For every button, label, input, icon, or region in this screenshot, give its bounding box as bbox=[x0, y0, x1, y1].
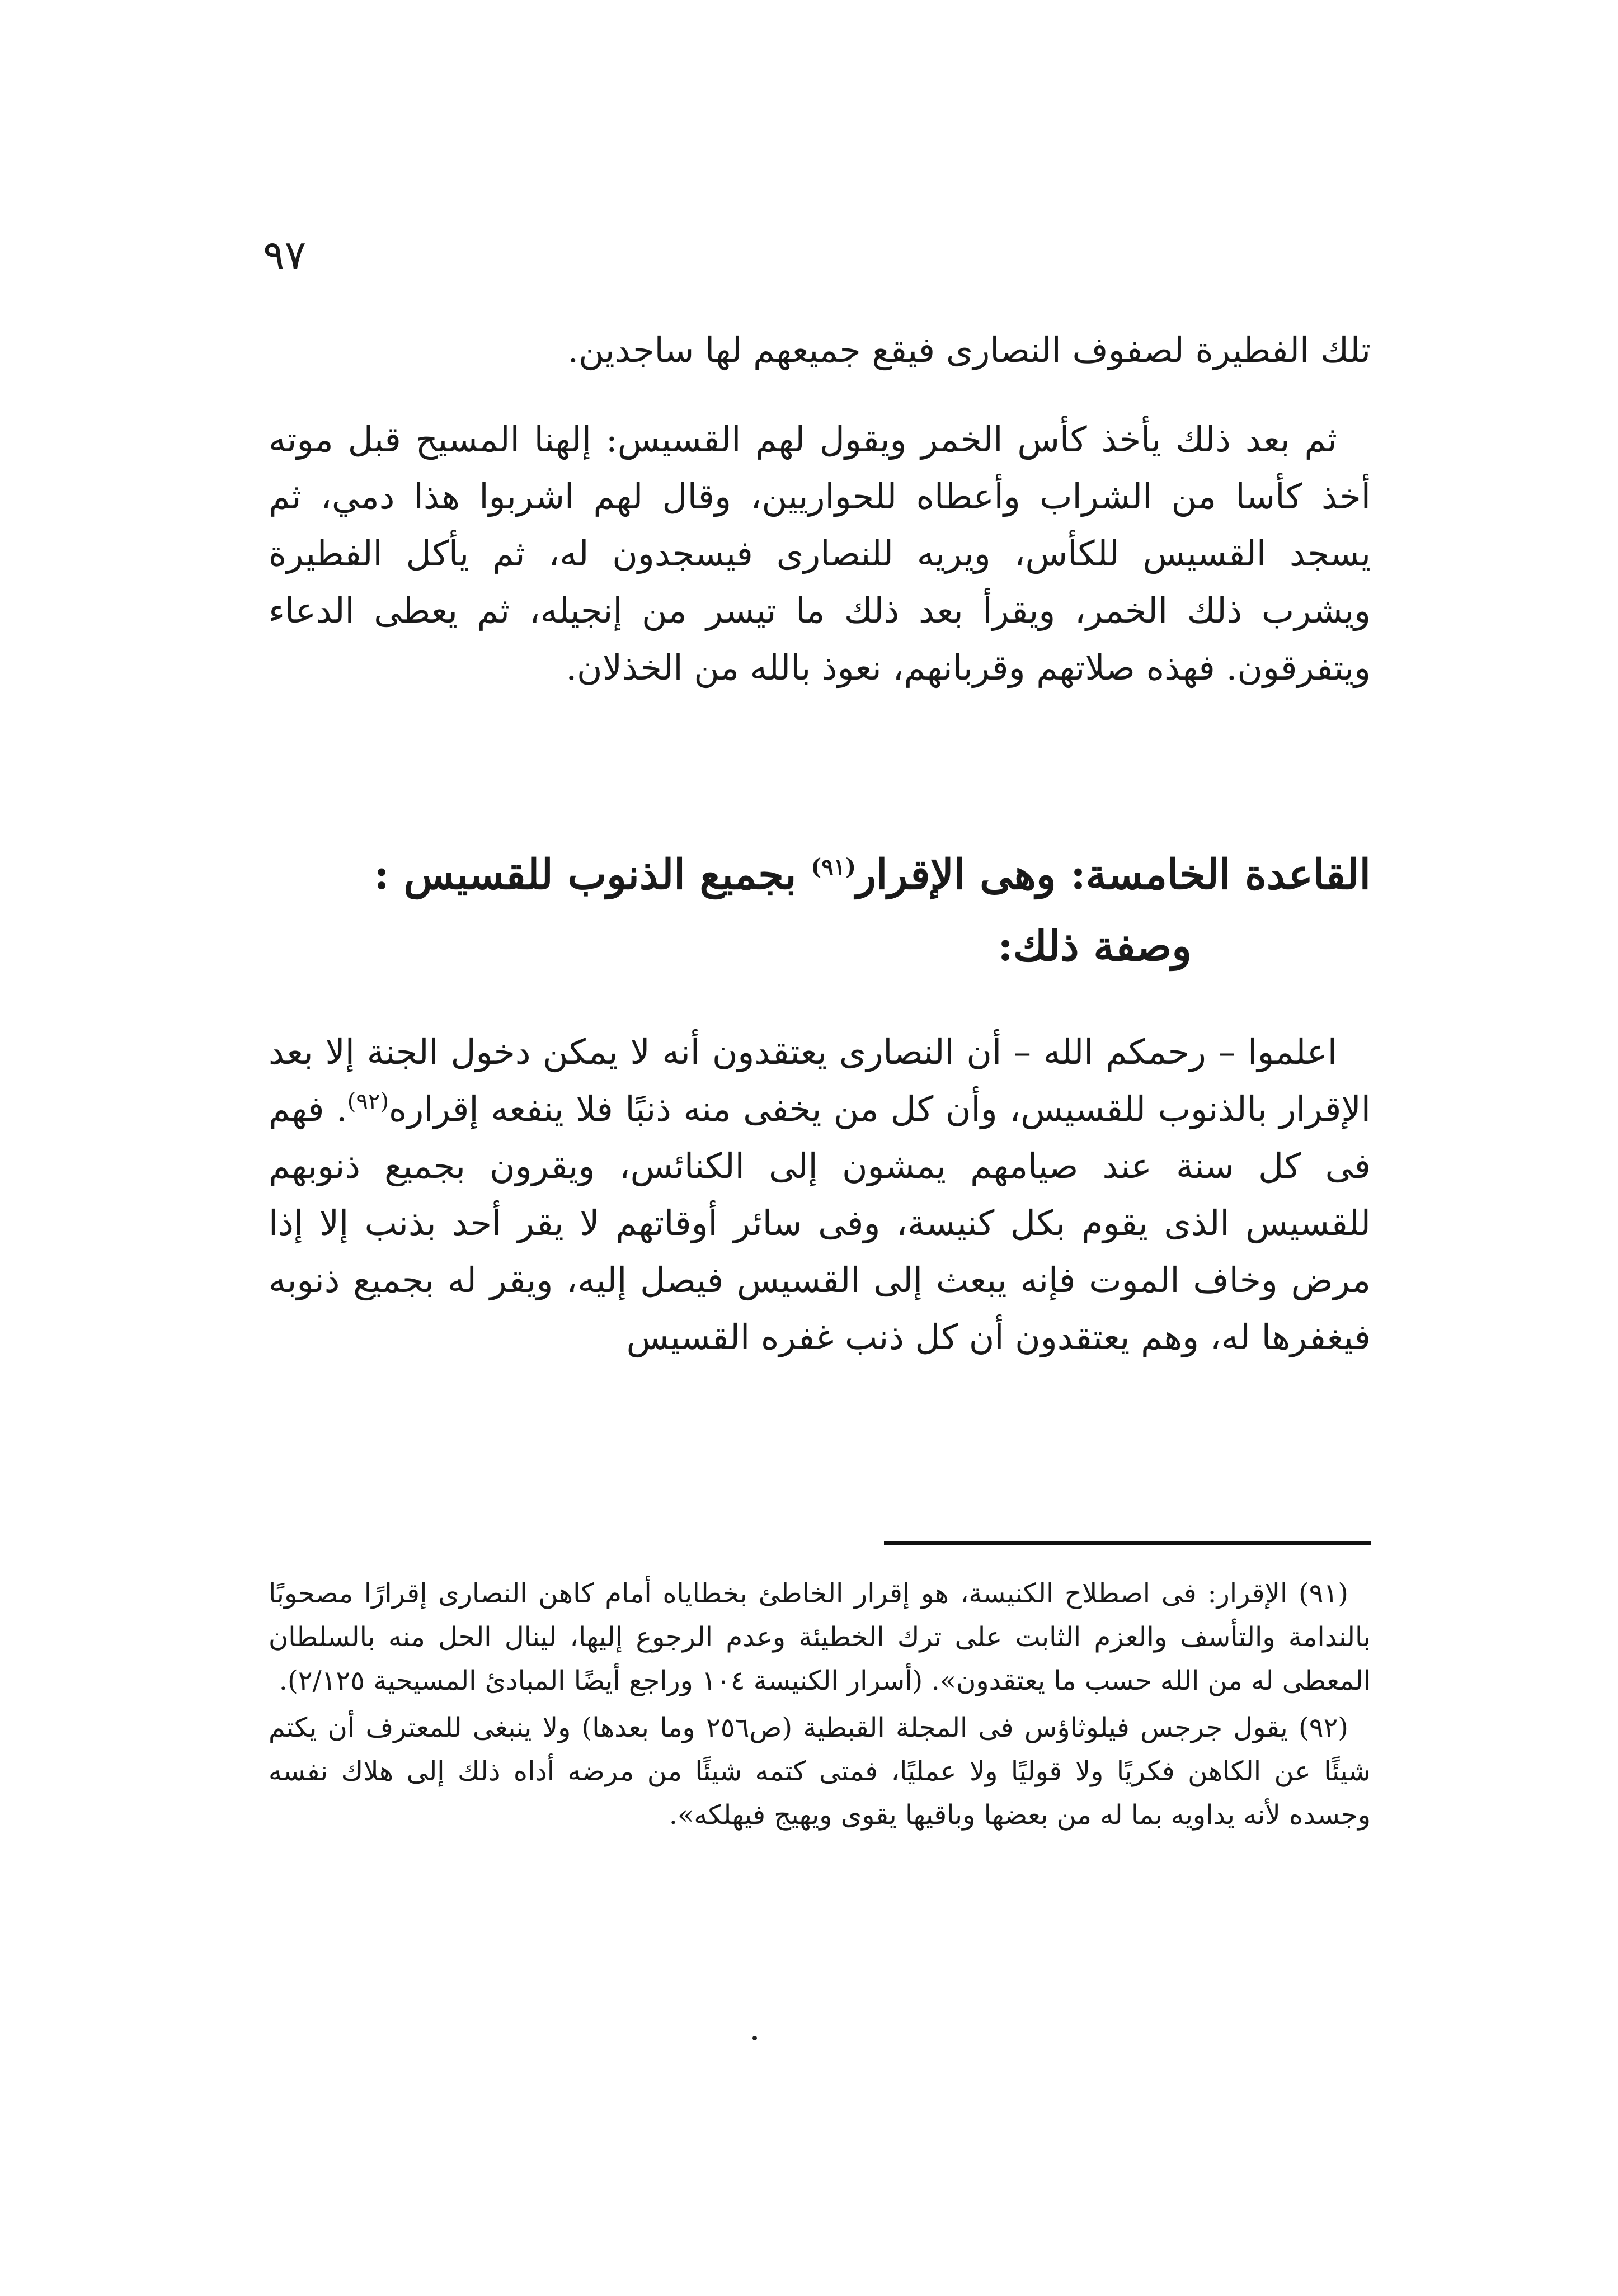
paragraph-confession bbox=[269, 1024, 1371, 1366]
rule-heading-title bbox=[374, 851, 1371, 899]
rule-heading-title-text: القاعدة الخامسة: وهى الإقرار bbox=[856, 851, 1371, 899]
paragraph-confession-part-2: . فهم فى كل سنة عند صيامهم يمشون إلى الكنائس، ويقرون بجميع ذنوبهم للقسيس الذى يقوم بكل كنيسة، وفى سائر أوقاتهم لا يقر أحد بذنب إلا إذا مرض وخاف الموت فإنه يبعث إلى القسيس فيصل إليه، ويقر له بجميع ذنوبه فيغفرها له، وهم يعتقدون أن كل ذنب غفره القسيس bbox=[269, 1088, 1371, 1357]
continuation-line: تلك الفطيرة لصفوف النصارى فيقع جميعهم لها ساجدين. bbox=[567, 329, 1371, 370]
rule-heading-subtitle: وصفة ذلك: bbox=[998, 922, 1192, 970]
footnote-92: (٩٢) يقول جرجس فيلوثاؤس فى المجلة القبطية (ص٢٥٦ وما بعدها) ولا ينبغى للمعترف أن يكتم شيئًا عن الكاهن فكريًا ولا قوليًا ولا عمليًا، فمتى كتمه شيئًا من مرضه أداه ذلك إلى هلاك نفسه وجسده لأنه يداويه بما له من بعضها وباقيها يقوى ويهيج فيهلكه». bbox=[269, 1712, 1371, 1831]
rule-heading bbox=[269, 839, 1371, 982]
footnote-91: (٩١) الإقرار: فى اصطلاح الكنيسة، هو إقرار الخاطئ بخطاياه أمام كاهن النصارى إقرارًا مصحوبًا بالندامة والتأسف والعزم الثابت على ترك الخطيئة وعدم الرجوع إليها، لينال الحل منه بالسلطان المعطى له من الله حسب ما يعتقدون». (أسرار الكنيسة ١٠٤ وراجع أيضًا المبادئ المسيحية ٢/١٢٥). bbox=[269, 1578, 1371, 1696]
footnote-divider bbox=[884, 1541, 1371, 1545]
paragraph-eucharist: ثم بعد ذلك يأخذ كأس الخمر ويقول لهم القسيس: إلهنا المسيح قبل موته أخذ كأسا من الشراب وأعطاه للحواريين، وقال لهم اشربوا هذا دمي، ثم يسجد القسيس للكأس، ويريه للنصارى فيسجدون له، ثم يأكل الفطيرة ويشرب ذلك الخمر، ويقرأ بعد ذلك ما تيسر من إنجيله، ثم يعطى الدعاء ويتفرقون. فهذه صلاتهم وقربانهم، نعوذ بالله من الخذلان. bbox=[269, 419, 1371, 688]
footnote-ref-92: (٩٢) bbox=[347, 1088, 389, 1115]
footnotes bbox=[269, 1572, 1371, 1840]
stray-ink-mark bbox=[752, 2036, 757, 2040]
paragraph-confession-part-1: اعلموا – رحمكم الله – أن النصارى يعتقدون أنه لا يمكن دخول الجنة إلا بعد الإقرار بالذنوب للقسيس، وأن كل من يخفى منه ذنبًا فلا ينفعه إقراره bbox=[269, 1031, 1371, 1129]
page-number: ٩٧ bbox=[263, 232, 307, 279]
footnote-ref-91: (٩١) bbox=[811, 854, 857, 880]
rule-heading-title-end: بجميع الذنوب للقسيس : bbox=[374, 851, 811, 899]
